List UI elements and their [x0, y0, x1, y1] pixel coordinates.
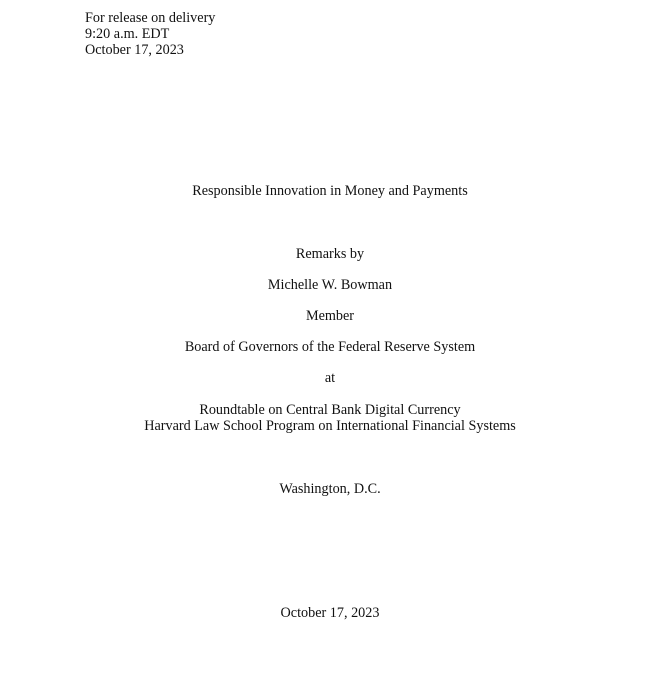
release-time: 9:20 a.m. EDT — [85, 26, 170, 42]
release-block — [85, 10, 215, 58]
release-notice: For release on delivery — [85, 10, 216, 26]
location: Washington, D.C. — [279, 481, 381, 497]
remarks-by-label: Remarks by — [295, 246, 365, 262]
speaker-role: Member — [305, 308, 355, 324]
speaker-organization: Board of Governors of the Federal Reserve System — [184, 339, 476, 355]
event-name: Roundtable on Central Bank Digital Currency — [199, 402, 461, 418]
speech-date: October 17, 2023 — [280, 605, 380, 621]
release-date: October 17, 2023 — [85, 42, 184, 58]
speech-title: Responsible Innovation in Money and Payments — [192, 183, 468, 199]
event-host: Harvard Law School Program on International Financial Systems — [144, 418, 516, 434]
at-label: at — [324, 370, 336, 386]
speaker-name: Michelle W. Bowman — [267, 277, 393, 293]
